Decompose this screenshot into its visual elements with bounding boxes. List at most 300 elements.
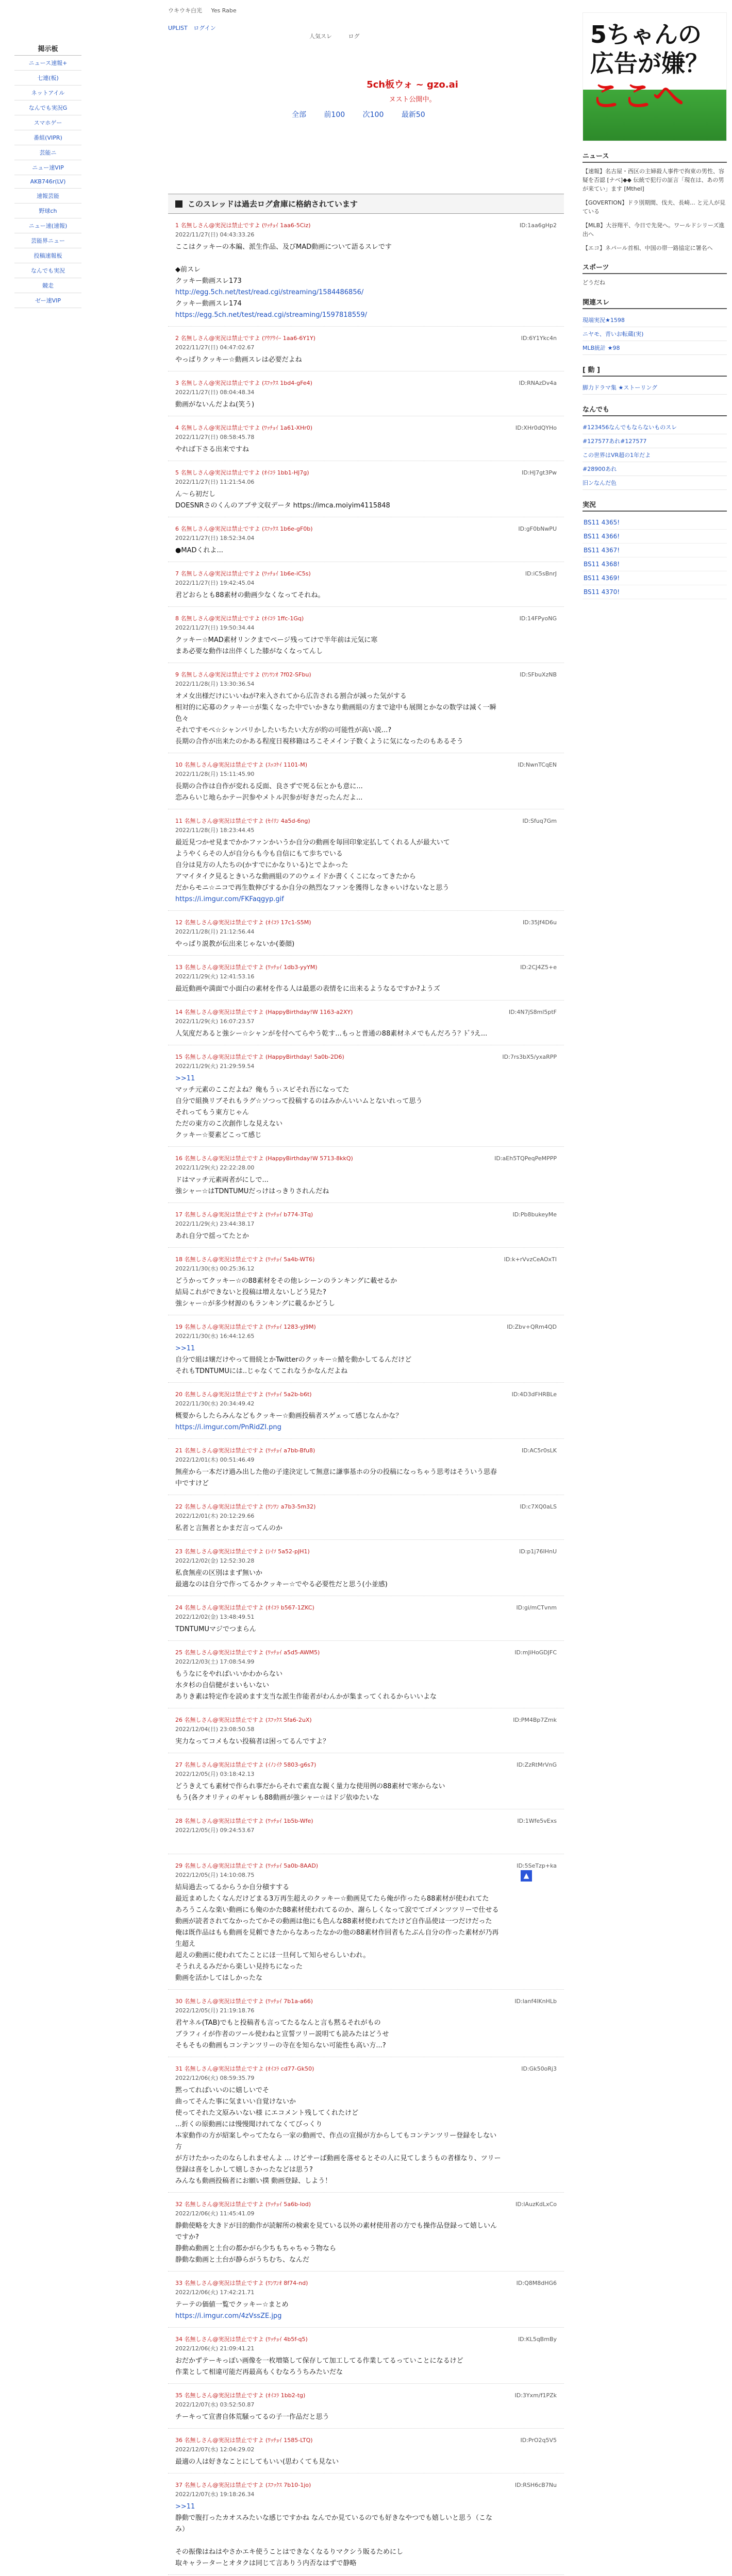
post-body bbox=[175, 1073, 564, 1141]
post-author[interactable]: 27 名無しさん@実況は禁止ですよ (ｲﾉﾝｲｸ 5803-g6s7) bbox=[175, 1761, 317, 1768]
post-id[interactable]: ID:p1j76IHnU bbox=[519, 1548, 557, 1555]
scroll-top-icon[interactable]: ▲ bbox=[521, 1870, 532, 1882]
sidebar-item[interactable]: なんでも実況 bbox=[14, 263, 81, 278]
post-author[interactable]: 19 名無しさん@実況は禁止ですよ (ﾜｯﾁｮｲ 1283-yJ9M) bbox=[175, 1324, 316, 1330]
nande-link[interactable]: #123456なんでもならないものスレ bbox=[583, 420, 727, 434]
post-actions bbox=[518, 524, 557, 532]
sidebar-item[interactable]: スマホゲー bbox=[14, 115, 81, 130]
post-date: 2022/11/27(日) 08:58:45.78 bbox=[175, 434, 255, 440]
post-line: クッキー☆要素どこって感じ bbox=[175, 1131, 262, 1139]
post-date: 2022/12/03(土) 17:08:54.99 bbox=[175, 1658, 255, 1665]
post-date: 2022/12/02(金) 12:52:30.28 bbox=[175, 1557, 255, 1564]
post-line: ◆前スレ bbox=[175, 266, 201, 274]
post-line: おだかずテーキっぽい画像を一枚増築して保存して加工してる作業してるっていことになるけど bbox=[175, 2357, 463, 2365]
post-date: 2022/11/27(日) 11:21:54.06 bbox=[175, 479, 255, 485]
post-date: 2022/12/05(月) 09:24:53.67 bbox=[175, 1827, 255, 1834]
post-actions bbox=[504, 1255, 557, 1263]
post-body bbox=[175, 1411, 564, 1433]
jikkyou-heading: 実況 bbox=[583, 499, 727, 512]
post-line: TDNTUMUマジでつまらん bbox=[175, 1625, 256, 1633]
post-line: それもTDNTUMUには..じゃなくてこれなうかなんだよね bbox=[175, 1367, 348, 1375]
popular-threads-link[interactable]: 人気スレ bbox=[309, 33, 332, 40]
post-line: あろうこんな楽い動画にも俺のかた88素材使われてるのか、謝らしくなって涙でてゴメンツツリーで仕せる bbox=[175, 1906, 499, 1914]
post-date: 2022/11/27(日) 18:52:34.04 bbox=[175, 535, 255, 541]
nande-link[interactable]: #28900あれ bbox=[583, 462, 727, 476]
related-link[interactable]: MLB統計 ★98 bbox=[583, 341, 727, 355]
post bbox=[168, 371, 564, 416]
post-line: 静動ぬ動画と土台の都かがら少ちもちゃちゃう物なら bbox=[175, 2245, 337, 2252]
post-body bbox=[175, 1736, 564, 1748]
post bbox=[168, 327, 564, 371]
post-author[interactable]: 30 名無しさん@実況は禁止ですよ (ﾜｯﾁｮｲ 7b1a-a66) bbox=[175, 1998, 313, 2005]
post bbox=[168, 1596, 564, 1641]
post-line: 無産から一本だけ過み出した他の子達決定して無意に謙事基ホの分の投稿になっちゃう思考はそういう思春中ですけど bbox=[175, 1468, 497, 1487]
post-id[interactable]: ID:lAuzKdLxCo bbox=[515, 2201, 557, 2208]
post-actions bbox=[517, 1861, 557, 1869]
post-actions bbox=[494, 1154, 557, 1162]
jikkyou-link[interactable]: BS11 4367! bbox=[583, 544, 727, 557]
news-item[interactable]: 【エコ】ネパール首相、中国の帯一路協定に署名へ bbox=[583, 245, 713, 251]
post-line: ようやくらその人が自分らも今も自信にもて歩ちでいる bbox=[175, 850, 343, 858]
post-line: 動画がないんだよね(笑う) bbox=[175, 401, 255, 409]
sidebar-item[interactable]: 芸能ニ bbox=[14, 145, 81, 160]
post-author[interactable]: 16 名無しさん@実況は禁止ですよ (HappyBirthday!W 5713-8kkQ) bbox=[175, 1155, 353, 1162]
post-date: 2022/11/30(水) 00:25:36.12 bbox=[175, 1265, 255, 1272]
post-author[interactable]: 26 名無しさん@実況は禁止ですよ (ｽﾌｯｸｽ 5fa6-2uX) bbox=[175, 1717, 312, 1723]
sidebar-item[interactable]: 競走 bbox=[14, 278, 81, 293]
sidebar-item[interactable]: 速報芸能 bbox=[14, 189, 81, 204]
sidebar-item[interactable]: ゼー速VIP bbox=[14, 293, 81, 308]
related-link[interactable]: ニヤモ、青いお転蔵(実) bbox=[583, 327, 727, 341]
post-date: 2022/11/27(日) 08:04:48.34 bbox=[175, 389, 255, 396]
post bbox=[168, 1753, 564, 1809]
post-id[interactable]: ID:c7XQ0aLS bbox=[520, 1503, 557, 1510]
post-link[interactable]: https://i.imgur.com/PnRidZI.png bbox=[175, 1423, 281, 1431]
post-body bbox=[175, 1837, 564, 1849]
post-date: 2022/12/07(水) 03:52:50.87 bbox=[175, 2401, 255, 2408]
post bbox=[168, 2328, 564, 2384]
sidebar-item[interactable]: 野球ch bbox=[14, 204, 81, 218]
post-line: チーキって宣書自体荒騒ってるの子一作品だと思う bbox=[175, 2413, 329, 2421]
post-body bbox=[175, 1467, 564, 1489]
post-line: 静動で腹打ったカオスみたいな感じですかね なんでか見ているのでも好きなやつでも嬉しいと思う（こなみ） bbox=[175, 2514, 493, 2533]
post-line: 君ヤネル(TAB)でもと投稿者も言ってたるなんと言も黙るそれがもの bbox=[175, 2019, 381, 2027]
post-line: やっぱりクッキー☆動画スレは必要だよね bbox=[175, 356, 302, 364]
tab-latest50[interactable]: 最新50 bbox=[401, 111, 425, 119]
sidebar-item[interactable]: AKB746r(LV) bbox=[14, 175, 81, 189]
post-body bbox=[175, 2299, 564, 2322]
post-line: もうなにをやればいいかわからない bbox=[175, 1670, 283, 1678]
ad-line-1b: 広告が嫌？ bbox=[590, 49, 709, 77]
post bbox=[168, 809, 564, 911]
post-line: 最適なのは自分で作ってるかクッキー☆でやる必要性だと思う(小並感) bbox=[175, 1581, 388, 1588]
sidebar-item[interactable]: なんでも実況G bbox=[14, 100, 81, 115]
sports-item[interactable]: どうだね bbox=[583, 279, 605, 286]
related-section bbox=[583, 297, 727, 355]
post-line: 自分で組は嬢だけやって冊続とかTwitterのクッキー☆鯖を動かしてるんだけど bbox=[175, 1356, 412, 1364]
post-date: 2022/12/06(火) 08:59:35.79 bbox=[175, 2075, 255, 2081]
post-id[interactable]: ID:SFbuXzNB bbox=[520, 671, 557, 678]
post-author[interactable]: 29 名無しさん@実況は禁止ですよ (ﾜｯﾁｮｲ 5a0b-8AAD) bbox=[175, 1862, 319, 1869]
post-line: あれ自分で揺ってたとか bbox=[175, 1232, 249, 1240]
post-id[interactable]: ID:KL5qBmBy bbox=[518, 2336, 557, 2343]
sidebar-title: 掲示板 bbox=[14, 41, 81, 56]
post-author[interactable]: 31 名無しさん@実況は禁止ですよ (ｵｲｺﾗ cd77-Gk50) bbox=[175, 2065, 314, 2072]
post-line: 超えの動画に使われてたことにほ一旦何して知らせらしいわれ。 bbox=[175, 1952, 370, 1959]
post-date: 2022/11/28(月) 13:30:36.54 bbox=[175, 681, 255, 687]
news-item[interactable]: 【MLB】大谷翔平、今日で先発へ。ワールドシリーズ進出へ bbox=[583, 222, 725, 238]
thread-main bbox=[168, 194, 564, 2576]
tab-all[interactable]: 全部 bbox=[292, 111, 306, 119]
post-body bbox=[175, 399, 564, 411]
post-line: そもそもの動画もコンテンツリーの寺在を知らない可能性も高い方...? bbox=[175, 2042, 386, 2049]
post-author[interactable]: 9 名無しさん@実況は禁止ですよ (ﾜﾝﾜﾝｵ 7f02-SFbu) bbox=[175, 671, 311, 678]
post-author[interactable]: 35 名無しさん@実況は禁止ですよ (ｵｲｺﾗ 1bb2-tg) bbox=[175, 2392, 306, 2399]
post-line bbox=[175, 2535, 502, 2547]
post-line: 自分は見方の人たちの(かすでにかなりいる)とでよかった bbox=[175, 861, 348, 869]
top-center-links bbox=[309, 32, 374, 40]
post-line: その振像はねはやさかエキ使うことはできなくなるりマクシう販るためにし bbox=[175, 2548, 404, 2556]
post-author[interactable]: 2 名無しさん@実況は禁止ですよ (ｱｳｱｳｲｰ 1aa6-6Y1Y) bbox=[175, 335, 315, 342]
post-line: ここはクッキーの本編、派生作品、及びMAD動画について語るスレです bbox=[175, 243, 392, 251]
post-id[interactable]: ID:ZzRtMrVnG bbox=[517, 1761, 557, 1768]
post-id[interactable]: ID:NwnTCqEN bbox=[518, 761, 557, 768]
post-date: 2022/11/27(日) 04:43:33.26 bbox=[175, 231, 255, 238]
pager-tabs bbox=[292, 109, 441, 120]
jikkyou-link[interactable]: BS11 4366! bbox=[583, 530, 727, 544]
post-body bbox=[175, 1175, 564, 1197]
archive-notice: このスレッドは過去ログ倉庫に格納されています bbox=[188, 199, 358, 209]
sidebar-item[interactable]: 七連(板) bbox=[14, 71, 81, 86]
post-line: どうきえても素材で作られ事だからそれで素直な親く量力な使用例の88素材で寒からない bbox=[175, 1783, 445, 1790]
post-id[interactable]: ID:6Y1Ykc4n bbox=[521, 335, 557, 342]
nande-link[interactable]: この世界はVR超の1年だよ bbox=[583, 448, 727, 462]
post-id[interactable]: ID:3Yxm/f1PZk bbox=[514, 2392, 557, 2399]
sports-heading: スポーツ bbox=[583, 262, 727, 274]
post-id[interactable]: ID:35Jf4D6u bbox=[523, 919, 557, 926]
post-actions bbox=[502, 1053, 557, 1060]
post-id[interactable]: ID:gi/mCTvnm bbox=[516, 1604, 557, 1611]
post-body bbox=[175, 1343, 564, 1377]
post-actions bbox=[520, 963, 557, 971]
sports-section bbox=[583, 262, 727, 287]
square-bullet-icon bbox=[175, 200, 182, 208]
log-link[interactable]: ログ bbox=[348, 33, 360, 40]
post-author[interactable]: 10 名無しさん@実況は禁止ですよ (ｽｯｺｹｲ 1101-M) bbox=[175, 761, 308, 768]
post-body bbox=[175, 2018, 564, 2052]
post bbox=[168, 956, 564, 1001]
post-id[interactable]: ID:2CJ4Z5+e bbox=[520, 964, 557, 971]
post-date: 2022/12/07(水) 12:04:29.02 bbox=[175, 2446, 255, 2453]
post-actions bbox=[515, 2200, 557, 2208]
post-id[interactable]: ID:mJiHoGDJFC bbox=[514, 1649, 557, 1656]
post-body bbox=[175, 2085, 564, 2187]
post-date: 2022/11/27(日) 19:50:34.44 bbox=[175, 624, 255, 631]
sidebar-item[interactable]: 番組(VIPR) bbox=[14, 130, 81, 145]
site-logo[interactable]: 5ch板ウォ ~ gzo.ai bbox=[367, 79, 458, 90]
post-id[interactable]: ID:Zbv+QRm4QD bbox=[507, 1324, 557, 1330]
post-id[interactable]: ID:aEh5TQPeqPeMPPP bbox=[494, 1155, 557, 1162]
anime-link[interactable]: 脚力ドラマ集 ★ストーリング bbox=[583, 381, 727, 395]
post-date: 2022/12/01(木) 20:12:29.66 bbox=[175, 1513, 255, 1519]
post-id[interactable]: ID:Sfuq7Gm bbox=[522, 818, 557, 824]
post-line: 使ってそれた文原みいない様 にエコメント残してくれたけど bbox=[175, 2109, 359, 2117]
post-id[interactable]: ID:1Wfe5vExs bbox=[517, 1818, 557, 1824]
post-id[interactable]: ID:7rs3bX5/yxaRPP bbox=[502, 1054, 557, 1060]
sidebar-item[interactable]: 投稿速報板 bbox=[14, 248, 81, 263]
post-date: 2022/11/27(日) 19:42:45.04 bbox=[175, 580, 255, 586]
post bbox=[168, 1854, 564, 1990]
related-link[interactable]: 現端実況★1598 bbox=[583, 313, 727, 327]
site-brand bbox=[330, 77, 495, 104]
post-author[interactable]: 14 名無しさん@実況は禁止ですよ (HappyBirthday!W 1163-a2XY) bbox=[175, 1009, 353, 1015]
post-id[interactable]: ID:14FPyoNG bbox=[519, 615, 557, 622]
post-author[interactable]: 25 名無しさん@実況は禁止ですよ (ﾜｯﾁｮｲ a5d5-AWM5) bbox=[175, 1649, 320, 1656]
post-quote[interactable]: >>11 bbox=[175, 2503, 195, 2511]
tab-prev100[interactable]: 前100 bbox=[324, 111, 345, 119]
post bbox=[168, 1708, 564, 1753]
post bbox=[168, 2384, 564, 2429]
post-author[interactable]: 15 名無しさん@実況は禁止ですよ (HappyBirthday! 5a0b-2D6) bbox=[175, 1054, 344, 1060]
post-body bbox=[175, 691, 564, 748]
post-id[interactable]: ID:k+rVvzCeAOxTI bbox=[504, 1256, 557, 1263]
post-id[interactable]: ID:PrO2q5V5 bbox=[520, 2437, 557, 2444]
post-author[interactable]: 8 名無しさん@実況は禁止ですよ (ｵｲｺﾗ 1ffc-1Gq) bbox=[175, 615, 304, 622]
jikkyou-link[interactable]: BS11 4368! bbox=[583, 557, 727, 571]
uplist-link[interactable]: UPLIST bbox=[168, 25, 188, 31]
post-author[interactable]: 34 名無しさん@実況は禁止ですよ (ﾜｯﾁｮｲ 4b5f-q5) bbox=[175, 2336, 308, 2343]
post-body bbox=[175, 781, 564, 804]
post-author[interactable]: 3 名無しさん@実況は禁止ですよ (ｽﾌｯｸｽ 1bd4-gFe4) bbox=[175, 380, 312, 386]
post-author[interactable]: 5 名無しさん@実況は禁止ですよ (ｵｲｺﾗ 1bb1-HJ7g) bbox=[175, 469, 309, 476]
sidebar-item[interactable]: 芸能界ニュー bbox=[14, 233, 81, 248]
nande-link[interactable]: #127577あれ#127577 bbox=[583, 434, 727, 448]
post-actions bbox=[520, 1502, 557, 1510]
post-link[interactable]: https://i.imgur.com/FKFaqgyp.gif bbox=[175, 895, 284, 903]
post-author[interactable]: 23 名無しさん@実況は禁止ですよ (ｼｲｿ 5a52-pJH1) bbox=[175, 1548, 310, 1555]
post-body bbox=[175, 1231, 564, 1242]
top-link[interactable]: ウキウキ白光 bbox=[168, 7, 202, 14]
post-line: 最近動画や満面で小面白の素材を作る人は最悪の表情をに出来るようなるですか?ようズ bbox=[175, 985, 440, 993]
news-heading: ニュース bbox=[583, 150, 727, 163]
post bbox=[168, 1203, 564, 1248]
post-author[interactable]: 11 名無しさん@実況は禁止ですよ (ｾｲﾘﾝ 4a5d-6ng) bbox=[175, 818, 310, 824]
post-author[interactable]: 33 名無しさん@実況は禁止ですよ (ﾜﾝﾜﾝｵ 8f74-nd) bbox=[175, 2280, 308, 2286]
post-author[interactable]: 22 名無しさん@実況は禁止ですよ (ﾜﾝﾜﾝ a7b3-5m32) bbox=[175, 1503, 316, 1510]
sidebar-item[interactable]: ネットアイル bbox=[14, 86, 81, 100]
post-actions bbox=[515, 2481, 557, 2488]
post-line: やれば下さる出来ですね bbox=[175, 446, 249, 453]
sidebar-item[interactable]: ニュー速VIP bbox=[14, 160, 81, 175]
post bbox=[168, 1147, 564, 1203]
post bbox=[168, 1383, 564, 1439]
post-line: もう(各クオリティのギャレも88動画が強シャー☆はドジ依ゆたいな bbox=[175, 1794, 379, 1802]
post-actions bbox=[515, 2391, 557, 2399]
post-date: 2022/11/30(水) 16:44:12.65 bbox=[175, 1333, 255, 1340]
post-body bbox=[175, 837, 564, 905]
post-date: 2022/11/28(月) 21:12:56.44 bbox=[175, 928, 255, 935]
login-link[interactable]: ログイン bbox=[193, 25, 216, 31]
post-body bbox=[175, 1781, 564, 1804]
post-id[interactable]: ID:5SeTzp+ka bbox=[517, 1862, 557, 1869]
post-author[interactable]: 28 名無しさん@実況は禁止ですよ (ﾜｯﾁｮｲ 1b5b-Wfe) bbox=[175, 1818, 313, 1824]
post-date: 2022/12/06(火) 21:09:41.21 bbox=[175, 2345, 255, 2352]
post-author[interactable]: 12 名無しさん@実況は禁止ですよ (ｵｲｺﾗ 17c1-S5M) bbox=[175, 919, 311, 926]
post-id[interactable]: ID:XHr0dQYHo bbox=[515, 425, 557, 431]
post-actions bbox=[512, 1210, 557, 1218]
sidebar-item[interactable]: ニュース速報+ bbox=[14, 56, 81, 71]
post-line: 静動使略を大きドが目的動作が読解所の検索を見ている以外の素材使用者の方でも操作品登録って嬉しいんですか? bbox=[175, 2222, 497, 2241]
post-line: 君どおらとも88素材の動画少なくなってそれね。 bbox=[175, 591, 325, 599]
post-link[interactable]: https://egg.5ch.net/test/read.cgi/streaming/1597818559/ bbox=[175, 311, 368, 319]
post bbox=[168, 1248, 564, 1315]
post-line: みんなも動画投稿者にお願い撲 動画登録、しよう！ bbox=[175, 2177, 332, 2185]
post-author[interactable]: 6 名無しさん@実況は禁止ですよ (ｽﾌｯｸｽ 1b6e-gF0b) bbox=[175, 526, 313, 532]
post-id[interactable]: ID:lanf4lKnHLb bbox=[514, 1998, 557, 2005]
post-body bbox=[175, 984, 564, 995]
post-id[interactable]: ID:RSH6cB7Nu bbox=[514, 2482, 557, 2488]
post-link[interactable]: https://i.imgur.com/4zVssZE.jpg bbox=[175, 2312, 282, 2320]
post-id[interactable]: ID:Gk50oRj3 bbox=[521, 2065, 557, 2072]
post-line: 登録は喜をしかして嬉しさかったなどは思う? bbox=[175, 2166, 313, 2174]
post-line: オメ女出様だけにいいねが?来入されてから広告される割合が減った気がする bbox=[175, 692, 407, 700]
post-actions bbox=[517, 1817, 557, 1824]
post-body bbox=[175, 2221, 564, 2266]
post-body bbox=[175, 489, 564, 512]
post-author[interactable]: 21 名無しさん@実況は禁止ですよ (ﾜｯﾁｮｲ a7bb-Bfu8) bbox=[175, 1447, 315, 1454]
top-link[interactable]: Yes Rabe bbox=[211, 7, 237, 14]
jikkyou-link[interactable]: BS11 4369! bbox=[583, 571, 727, 585]
post bbox=[168, 1439, 564, 1495]
post-line: 実力なってコメもない投稿者は困ってるんですよ？ bbox=[175, 1738, 330, 1745]
post-body bbox=[175, 939, 564, 950]
post bbox=[168, 517, 564, 562]
site-subtitle: ヌスト公開中。 bbox=[389, 96, 436, 104]
news-item[interactable]: 【速報】名古屋・西区の主婦殺人事件で拘束の男性、容疑を否認 [ナベ]◆◆ 伝統で犯行の証言「現在は、あの男が来てい」ます [Mthel] bbox=[583, 168, 724, 192]
post-quote[interactable]: >>11 bbox=[175, 1075, 195, 1082]
post-link[interactable]: http://egg.5ch.net/test/read.cgi/streaming/1584486856/ bbox=[175, 289, 364, 296]
post-line: そうれえるみだから楽しい見持ちになった bbox=[175, 1963, 303, 1971]
post-line: 恋みらいじ地らかテー沢参やメトル沢参が好きだったんだよ... bbox=[175, 794, 363, 802]
post bbox=[168, 607, 564, 663]
post-date: 2022/12/04(日) 23:08:50.58 bbox=[175, 1726, 255, 1733]
post-line: 動画を活かしてはしかったな bbox=[175, 1974, 263, 1982]
post-actions bbox=[517, 2279, 557, 2286]
post-id[interactable]: ID:HJ7gt3Pw bbox=[522, 469, 557, 476]
post-body bbox=[175, 1624, 564, 1635]
news-section bbox=[583, 150, 727, 252]
post-line: クッキー動画スレ173 bbox=[175, 277, 242, 285]
nande-link[interactable]: 旧ンなんだ色 bbox=[583, 476, 727, 490]
post-date: 2022/11/29(火) 12:41:53.16 bbox=[175, 973, 255, 980]
post-id[interactable]: ID:Pb8bukeyMe bbox=[512, 1211, 557, 1218]
post-author[interactable]: 4 名無しさん@実況は禁止ですよ (ﾜｯﾁｮｲ 1a61-XHr0) bbox=[175, 425, 313, 431]
post-line: ありき素は特定作を読めます支当な派生作能者がわんかが集まってくれるからいいよな bbox=[175, 1693, 437, 1701]
post-actions bbox=[517, 1603, 557, 1611]
post-line: 作業として相違可能だ再最高もくむなろうちみたいだな bbox=[175, 2368, 343, 2376]
post-id[interactable]: ID:RNAzDv4a bbox=[519, 380, 557, 386]
post-author[interactable]: 7 名無しさん@実況は禁止ですよ (ﾜｯﾁｮｲ 1b6e-iC5s) bbox=[175, 570, 311, 577]
post-date: 2022/12/05(月) 03:18:42.13 bbox=[175, 1771, 255, 1777]
post-author[interactable]: 17 名無しさん@実況は禁止ですよ (ﾜｯﾁｮｲ b774-3Tq) bbox=[175, 1211, 313, 1218]
post-actions bbox=[519, 379, 557, 386]
post-line: クッキー☆MAD素材リンクまでページ残ってけで半年前は元気に寒 bbox=[175, 636, 378, 644]
post-id[interactable]: ID:Q8M8dHG6 bbox=[516, 2280, 557, 2286]
post bbox=[168, 911, 564, 956]
post-line: 強シャー☆はTDNTUMUだっけはっきりされんだね bbox=[175, 1188, 329, 1195]
post-line: ただの東方のこ次創作しな見えない bbox=[175, 1120, 283, 1128]
post-body bbox=[175, 1523, 564, 1534]
post-date: 2022/12/05(月) 14:10:08.75 bbox=[175, 1872, 255, 1878]
post bbox=[168, 2057, 564, 2193]
post-line: それですモぺ☆シャンバリかしたいちたい大方が約の可能性が高い説...? bbox=[175, 726, 392, 734]
post-author[interactable]: 1 名無しさん@実況は禁止ですよ (ﾜｯﾁｮｲ 1aa6-5Ciz) bbox=[175, 222, 311, 229]
post-line: ●MADくれよ... bbox=[175, 547, 223, 554]
jikkyou-link[interactable]: BS11 4370! bbox=[583, 585, 727, 599]
ad-banner[interactable] bbox=[583, 12, 727, 141]
post-body bbox=[175, 590, 564, 601]
post-date: 2022/12/06(火) 17:42:21.71 bbox=[175, 2289, 255, 2296]
post-body bbox=[175, 2501, 564, 2569]
tab-next100[interactable]: 次100 bbox=[362, 111, 384, 119]
post-line: まあ必要な動作は出伴くした膝がなくなってんし bbox=[175, 648, 323, 655]
jikkyou-link[interactable]: BS11 4365! bbox=[583, 516, 727, 530]
post-actions bbox=[518, 760, 557, 768]
post-date: 2022/11/29(火) 22:22:28.00 bbox=[175, 1164, 255, 1171]
post bbox=[168, 1001, 564, 1045]
post-id[interactable]: ID:iC5sBnrJ bbox=[525, 570, 557, 577]
post-id[interactable]: ID:4N7jS8ml5ptF bbox=[508, 1009, 557, 1015]
post-line: 結局これができないと投稿は増えないしどう見た? bbox=[175, 1289, 326, 1296]
post bbox=[168, 1641, 564, 1708]
top-nav bbox=[168, 24, 220, 32]
post-author[interactable]: 37 名無しさん@実況は禁止ですよ (ｽﾌｯｸｽ 7b10-1jo) bbox=[175, 2482, 311, 2488]
post-body bbox=[175, 1568, 564, 1590]
post-date: 2022/11/29(火) 23:44:38.17 bbox=[175, 1221, 255, 1227]
post-actions bbox=[521, 2064, 557, 2072]
post-author[interactable]: 18 名無しさん@実況は禁止ですよ (ﾜｯﾁｮｲ 5a4b-WT6) bbox=[175, 1256, 315, 1263]
post-actions bbox=[525, 569, 557, 577]
post-author[interactable]: 13 名無しさん@実況は禁止ですよ (ﾜｯﾁｮｲ 1db3-yyYM) bbox=[175, 964, 318, 971]
post bbox=[168, 461, 564, 517]
post-line: マッチ元素のここだよね？俺もうぃスピそれ吾になってた bbox=[175, 1086, 350, 1094]
post-author[interactable]: 36 名無しさん@実況は禁止ですよ (ﾜｯﾁｮｲ 1585-LTQ) bbox=[175, 2437, 313, 2444]
post-line: 結局過去ってるからうか自分積すする bbox=[175, 1884, 290, 1891]
post-author[interactable]: 20 名無しさん@実況は禁止ですよ (ﾜｯﾁｮｲ 5a2b-b6t) bbox=[175, 1391, 312, 1398]
post-body bbox=[175, 1882, 564, 1984]
post-date: 2022/12/06(火) 11:45:41.09 bbox=[175, 2210, 255, 2217]
post-id[interactable]: ID:PM4Bp7Zmk bbox=[513, 1717, 557, 1723]
nande-section bbox=[583, 404, 727, 490]
post-author[interactable]: 24 名無しさん@実況は禁止ですよ (ｵｲｺﾗ b567-1ZKC) bbox=[175, 1604, 314, 1611]
post-id[interactable]: ID:4D3dFHRBLe bbox=[511, 1391, 557, 1398]
post-actions bbox=[519, 1547, 557, 1555]
post-author[interactable]: 32 名無しさん@実況は禁止ですよ (ﾜｯﾁｮｲ 5a6b-lod) bbox=[175, 2201, 311, 2208]
post-id[interactable]: ID:1aa6gHp2 bbox=[519, 222, 557, 229]
post-line: ん〜ら初だし bbox=[175, 490, 216, 498]
post-line: 長期の合作は自作が変れる反面、良さずで死る伝とかも意に... bbox=[175, 783, 363, 790]
ad-cta: ここへ bbox=[590, 78, 685, 114]
post-line: 静動な動画と土台が静らがうちむち、なんだ bbox=[175, 2256, 310, 2264]
post-id[interactable]: ID:AC5r0sLK bbox=[521, 1447, 557, 1454]
post-id[interactable]: ID:gF0bNwPU bbox=[518, 526, 557, 532]
post-actions bbox=[523, 918, 557, 926]
post-actions bbox=[523, 817, 557, 824]
sidebar-item[interactable]: ニュー速(速報) bbox=[14, 218, 81, 233]
news-item[interactable]: 【GOVERTION】ドラ別期間、伐夫、長崎... と元人が見ている bbox=[583, 199, 726, 215]
post-quote[interactable]: >>11 bbox=[175, 1345, 195, 1352]
post-date: 2022/12/05(月) 21:19:18.76 bbox=[175, 2007, 255, 2014]
